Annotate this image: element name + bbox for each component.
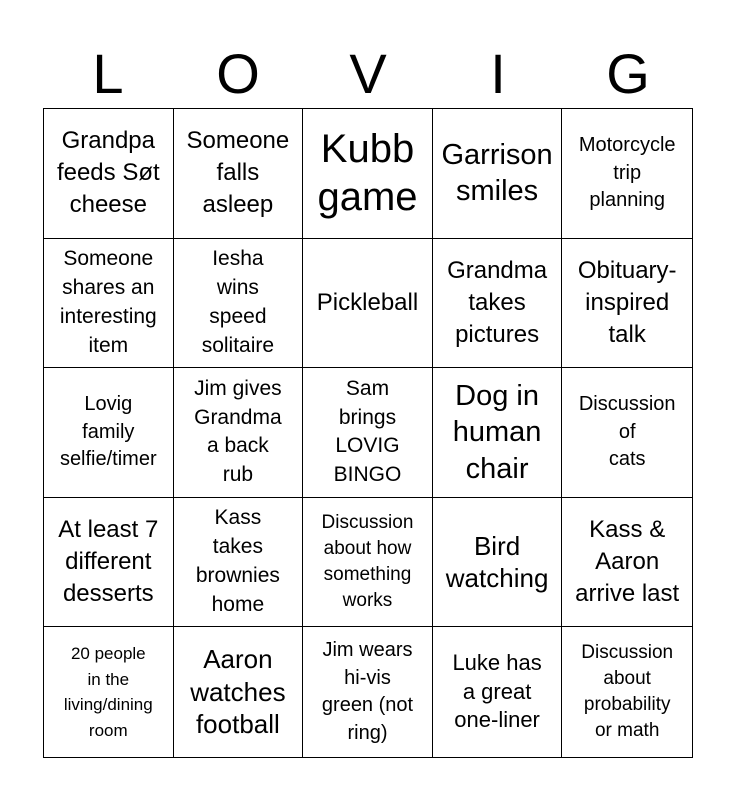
- bingo-cell[interactable]: [44, 627, 174, 757]
- cell-line: brings: [338, 405, 397, 429]
- cell-line: takes: [468, 288, 526, 316]
- cell-line: pictures: [455, 320, 540, 348]
- cell-line: smiles: [456, 175, 539, 208]
- cell-text: [452, 649, 541, 735]
- cell-line: selfie/timer: [59, 448, 157, 471]
- bingo-cell[interactable]: [433, 498, 563, 628]
- cell-text: [579, 132, 676, 215]
- bingo-cell[interactable]: [303, 109, 433, 239]
- cell-line: living/dining: [63, 695, 153, 715]
- cell-line: Jim gives: [194, 376, 282, 400]
- cell-text: [453, 378, 542, 487]
- cell-line: rub: [222, 463, 254, 487]
- bingo-cell[interactable]: [174, 627, 304, 757]
- cell-line: watches: [190, 676, 286, 707]
- cell-line: Grandma: [447, 257, 548, 285]
- cell-line: item: [88, 333, 129, 357]
- cell-line: Discussion: [321, 511, 414, 533]
- header-letter-l: L: [92, 42, 124, 105]
- cell-line: Grandma: [194, 405, 282, 429]
- cell-line: Motorcycle: [578, 133, 676, 156]
- cell-line: ring): [347, 721, 388, 744]
- cell-line: home: [211, 593, 265, 617]
- cell-line: Kubb: [320, 127, 415, 172]
- bingo-cell[interactable]: [303, 239, 433, 369]
- cell-line: Dog in: [455, 380, 539, 413]
- cell-line: hi-vis: [344, 666, 391, 689]
- cell-text: [194, 375, 282, 491]
- bingo-cell[interactable]: [303, 627, 433, 757]
- bingo-cell[interactable]: [303, 498, 433, 628]
- cell-line: asleep: [202, 191, 274, 219]
- cell-line: Luke has: [452, 650, 542, 676]
- cell-line: speed: [209, 304, 267, 328]
- cell-line: Kass &: [589, 516, 666, 544]
- cell-text: [196, 504, 280, 620]
- cell-text: [575, 514, 679, 610]
- bingo-cell[interactable]: [562, 368, 692, 498]
- bingo-cell[interactable]: [174, 368, 304, 498]
- cell-line: Discussion: [581, 641, 674, 663]
- bingo-cell[interactable]: [433, 627, 563, 757]
- cell-line: something: [323, 564, 412, 586]
- cell-line: Bird: [473, 530, 521, 561]
- cell-text: [64, 641, 153, 743]
- cell-text: [441, 137, 552, 210]
- bingo-cell[interactable]: [44, 498, 174, 628]
- cell-line: desserts: [62, 580, 154, 608]
- cell-line: Kass: [214, 506, 262, 530]
- cell-line: trip: [613, 161, 642, 184]
- cell-text: [202, 245, 274, 361]
- bingo-board: [43, 108, 693, 758]
- cell-line: Discussion: [578, 393, 676, 416]
- bingo-cell[interactable]: [562, 239, 692, 369]
- cell-line: game: [317, 175, 418, 220]
- cell-line: Garrison: [441, 139, 553, 172]
- cell-line: Grandpa: [61, 127, 155, 155]
- cell-text: [190, 643, 285, 741]
- cell-line: in the: [87, 669, 130, 689]
- cell-text: [187, 125, 290, 221]
- cell-line: cats: [608, 448, 646, 471]
- header-letter-g: G: [606, 42, 650, 105]
- cell-line: Someone: [186, 127, 290, 155]
- cell-line: arrive last: [575, 580, 680, 608]
- cell-line: solitaire: [201, 333, 275, 357]
- cell-line: Lovig: [84, 393, 133, 416]
- cell-line: Someone: [63, 246, 154, 270]
- cell-line: shares an: [62, 275, 155, 299]
- cell-line: 20 people: [70, 644, 146, 664]
- cell-line: of: [618, 420, 636, 443]
- cell-text: [58, 514, 158, 610]
- cell-text: [317, 287, 418, 319]
- cell-line: different: [65, 548, 152, 576]
- cell-line: brownies: [195, 564, 280, 588]
- cell-line: At least 7: [58, 516, 159, 544]
- cell-line: cheese: [69, 191, 147, 219]
- bingo-cell[interactable]: [433, 239, 563, 369]
- cell-line: Sam: [345, 376, 390, 400]
- cell-line: room: [88, 720, 128, 740]
- bingo-cell[interactable]: [174, 239, 304, 369]
- cell-line: inspired: [585, 288, 670, 316]
- cell-text: [322, 510, 414, 615]
- bingo-cell[interactable]: [433, 109, 563, 239]
- bingo-cell[interactable]: [433, 368, 563, 498]
- bingo-cell[interactable]: [44, 239, 174, 369]
- cell-line: Jim wears: [322, 639, 413, 661]
- cell-line: watching: [445, 563, 549, 594]
- cell-line: Aaron: [595, 548, 660, 576]
- bingo-cell[interactable]: [562, 627, 692, 757]
- cell-text: [446, 530, 549, 595]
- cell-line: family: [82, 420, 135, 443]
- cell-line: interesting: [59, 304, 157, 328]
- cell-text: [581, 640, 673, 745]
- header-letter-v: V: [349, 42, 387, 105]
- cell-text: [60, 245, 157, 361]
- cell-text: [334, 375, 402, 491]
- cell-text: [447, 255, 547, 351]
- bingo-cell[interactable]: [174, 109, 304, 239]
- cell-line: football: [195, 709, 280, 740]
- header-letter-i: I: [490, 42, 506, 105]
- cell-line: talk: [608, 320, 646, 348]
- cell-text: [578, 255, 677, 351]
- cell-line: BINGO: [333, 463, 402, 487]
- bingo-cell[interactable]: [303, 368, 433, 498]
- bingo-cell[interactable]: [44, 109, 174, 239]
- cell-text: [579, 391, 676, 474]
- cell-line: human: [452, 416, 542, 449]
- cell-line: about how: [323, 537, 412, 559]
- cell-line: Pickleball: [316, 288, 419, 316]
- cell-line: works: [342, 590, 393, 612]
- cell-text: [57, 125, 160, 221]
- cell-line: a great: [462, 678, 532, 704]
- cell-line: falls: [216, 159, 260, 187]
- cell-text: [322, 637, 413, 747]
- cell-line: probability: [583, 694, 671, 716]
- cell-line: Iesha: [212, 246, 264, 270]
- cell-line: takes: [212, 535, 263, 559]
- cell-line: green (not: [321, 694, 414, 717]
- bingo-cell[interactable]: [44, 368, 174, 498]
- cell-line: planning: [589, 189, 665, 212]
- cell-text: [317, 125, 417, 221]
- bingo-cell[interactable]: [562, 498, 692, 628]
- cell-line: chair: [465, 452, 529, 485]
- cell-line: LOVIG: [335, 434, 400, 458]
- bingo-header: [43, 40, 693, 108]
- cell-line: about: [603, 667, 651, 689]
- bingo-cell[interactable]: [562, 109, 692, 239]
- bingo-cell[interactable]: [174, 498, 304, 628]
- cell-line: feeds Søt: [56, 159, 160, 187]
- cell-line: a back: [206, 434, 269, 458]
- cell-line: Aaron: [203, 644, 273, 675]
- cell-text: [60, 391, 157, 474]
- cell-line: one-liner: [454, 707, 540, 733]
- cell-line: wins: [216, 275, 259, 299]
- cell-line: Obituary-: [577, 257, 677, 285]
- cell-line: or math: [594, 720, 660, 742]
- header-letter-o: O: [216, 42, 260, 105]
